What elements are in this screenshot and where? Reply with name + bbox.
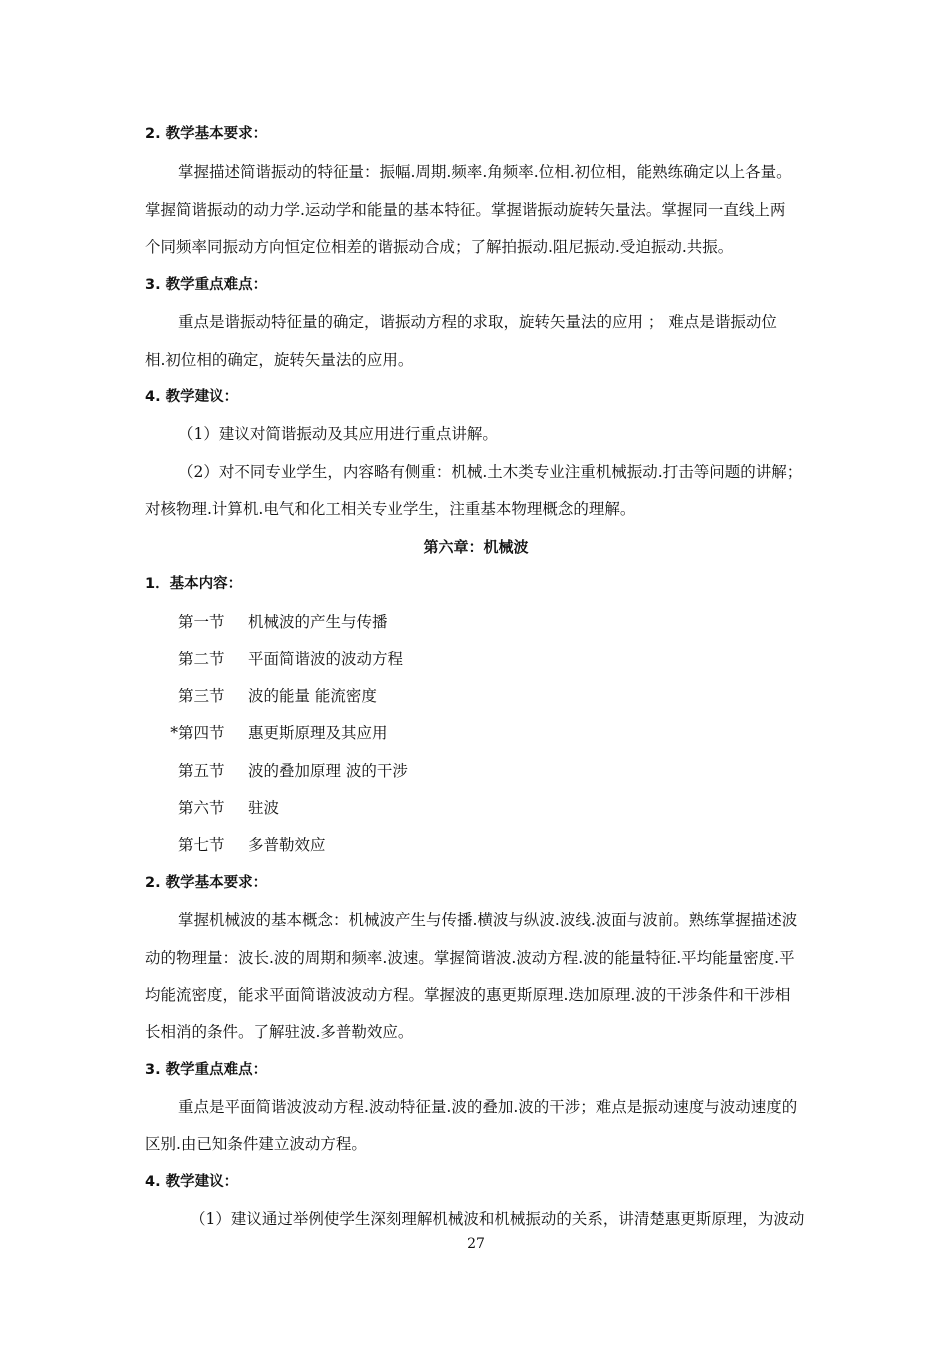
chapter-section-item [168,835,326,855]
section-heading-requirements: 2. 教学基本要求： [145,126,268,142]
section-heading-suggestions: 4. 教学建议： [145,1174,239,1190]
section-title: 多普勒效应 [248,836,326,854]
section-title: 平面简谐波的波动方程 [248,650,404,668]
paragraph-line: 掌握描述简谐振动的特征量：振幅.周期.频率.角频率.位相.初位相，能熟练确定以上各量。 [178,163,792,181]
section-title: 波的叠加原理 波的干涉 [248,762,408,780]
section-number: 第七节 [178,836,225,854]
section-title: 惠更斯原理及其应用 [248,724,388,742]
chapter-section-item [168,686,377,706]
paragraph-line: （1）建议通过举例使学生深刻理解机械波和机械振动的关系，讲清楚惠更斯原理，为波动 [190,1210,805,1228]
paragraph-line: 个同频率同振动方向恒定位相差的谐振动合成；了解拍振动.阻尼振动.受迫振动.共振。 [145,238,734,256]
paragraph-line: （2）对不同专业学生，内容略有侧重：机械.土木类专业注重机械振动.打击等问题的讲解； [178,463,803,481]
chapter-section-item [168,723,388,743]
section-number: 第一节 [178,613,225,631]
section-title: 驻波 [248,799,280,817]
paragraph-line: 掌握简谐振动的动力学.运动学和能量的基本特征。掌握谐振动旋转矢量法。掌握同一直线上两 [145,201,786,219]
paragraph-line: 长相消的条件。了解驻波.多普勒效应。 [145,1023,414,1041]
section-number: 第三节 [178,687,225,705]
section-heading-key-points: 3. 教学重点难点： [145,277,268,293]
paragraph-line: 掌握机械波的基本概念：机械波产生与传播.横波与纵波.波线.波面与波前。熟练掌握描述波 [178,911,798,929]
paragraph-line: （1）建议对简谐振动及其应用进行重点讲解。 [178,425,498,443]
section-heading-content: 1．基本内容： [145,576,243,592]
section-heading-suggestions: 4. 教学建议： [145,389,239,405]
section-title: 波的能量 能流密度 [248,687,377,705]
section-number: 第五节 [178,762,225,780]
section-number: 第二节 [178,650,225,668]
section-heading-key-points: 3. 教学重点难点： [145,1062,268,1078]
section-title: 机械波的产生与传播 [248,613,388,631]
paragraph-line: 区别.由已知条件建立波动方程。 [145,1135,367,1153]
chapter-section-item [168,612,388,632]
paragraph-line: 对核物理.计算机.电气和化工相关专业学生，注重基本物理概念的理解。 [145,500,636,518]
section-number: 第六节 [178,799,225,817]
paragraph-line: 相.初位相的确定，旋转矢量法的应用。 [145,351,414,369]
paragraph-line: 均能流密度，能求平面简谐波波动方程。掌握波的惠更斯原理.迭加原理.波的干涉条件和干涉相 [145,986,791,1004]
section-mark: * [170,724,178,742]
page-number: 27 [467,1236,485,1252]
paragraph-line: 重点是谐振动特征量的确定，谐振动方程的求取，旋转矢量法的应用 ； 难点是谐振动位 [178,313,777,331]
chapter-section-item [168,649,403,669]
paragraph-line: 动的物理量：波长.波的周期和频率.波速。掌握简谐波.波动方程.波的能量特征.平均能量密度.平 [145,949,795,967]
chapter-section-item [168,798,279,818]
section-number: 第四节 [178,724,225,742]
chapter-section-item [168,761,408,781]
chapter-title: 第六章：机械波 [423,538,529,556]
paragraph-line: 重点是平面简谐波波动方程.波动特征量.波的叠加.波的干涉；难点是振动速度与波动速度的 [178,1098,798,1116]
section-heading-requirements: 2. 教学基本要求： [145,875,268,891]
